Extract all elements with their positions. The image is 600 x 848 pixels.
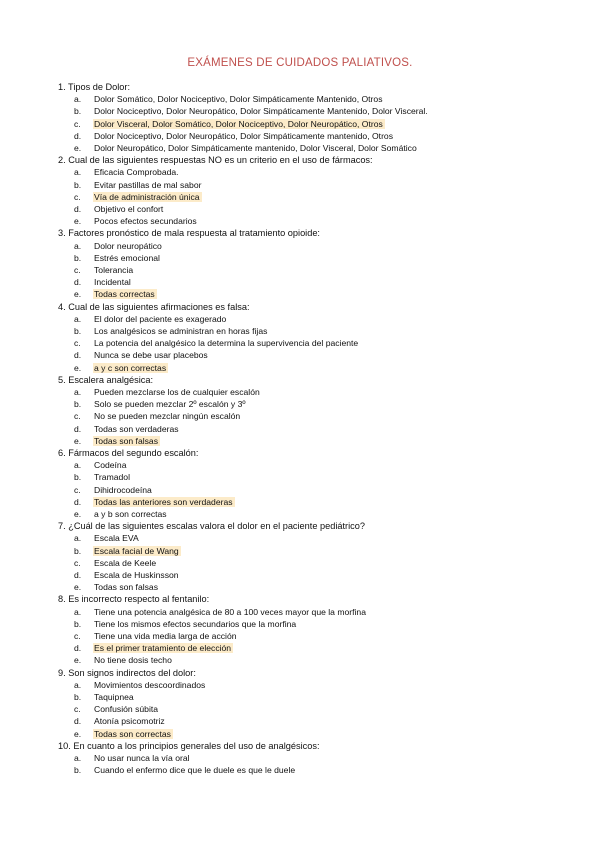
option-letter: a. [74, 753, 82, 763]
option-text: Todas son falsas [94, 582, 159, 593]
option-text: Nunca se debe usar placebos [94, 350, 208, 361]
question-5-option-a [74, 387, 262, 398]
option-text: Escala EVA [94, 533, 139, 544]
option-text-highlighted: Todas son falsas [94, 435, 159, 446]
option-text: Tiene los mismos efectos secundarios que la morfina [94, 618, 297, 629]
option-text-highlighted: Vía de administración única [94, 191, 200, 202]
question-3-option-c [74, 265, 135, 276]
question-3-option-b [74, 253, 162, 264]
question-2: 2. Cual de las siguientes respuestas NO es un criterio en el uso de fármacos: [58, 155, 373, 166]
option-letter: c. [74, 191, 81, 202]
option-letter: b. [74, 399, 82, 410]
question-4-option-b [74, 326, 269, 337]
option-text: Solo se pueden mezclar 2º escalón y 3º [94, 399, 246, 410]
option-text: Los analgésicos se administran en horas fijas [94, 326, 268, 336]
option-letter: b. [74, 106, 82, 117]
option-letter: e. [74, 216, 82, 227]
question-6-option-b [74, 472, 132, 483]
option-letter: d. [74, 643, 82, 654]
option-letter: d. [74, 716, 82, 727]
question-1-option-e [74, 143, 419, 154]
option-letter: e. [74, 655, 82, 666]
option-letter: c. [74, 338, 81, 349]
option-letter: a. [74, 240, 82, 251]
option-text-highlighted: Todas las anteriores son verdaderas [94, 496, 233, 507]
option-letter: b. [74, 692, 82, 702]
question-3-option-a [74, 241, 164, 252]
question-7-option-b [74, 546, 181, 557]
option-text-highlighted: Escala facial de Wang [94, 545, 179, 556]
option-letter: d. [74, 423, 82, 434]
option-letter: e. [74, 435, 82, 446]
question-4-option-e [74, 363, 168, 374]
option-text: Cuando el enfermo dice que le duele es que le duele [94, 765, 296, 776]
option-letter: a. [74, 533, 82, 544]
option-letter: a. [74, 679, 82, 690]
question-3: 3. Factores pronóstico de mala respuesta al tratamiento opioide: [58, 228, 320, 239]
option-text: Dolor Nociceptivo, Dolor Neuropático, Dolor Simpáticamente Mantenido, Dolor Visceral. [94, 106, 428, 117]
option-text: Dolor Neuropático, Dolor Simpáticamente mantenido, Dolor Visceral, Dolor Somático [94, 143, 417, 153]
question-8-option-c [74, 631, 239, 642]
question-8-option-e [74, 655, 174, 666]
option-text: Tiene una vida media larga de acción [94, 631, 237, 641]
question-9-option-c [74, 704, 160, 715]
option-text: Atonía psicomotriz [94, 716, 165, 727]
question-9-option-e [74, 729, 173, 740]
question-1: 1. Tipos de Dolor: [58, 82, 131, 92]
option-letter: c. [74, 411, 81, 422]
option-letter: d. [74, 204, 82, 214]
option-letter: c. [74, 557, 81, 568]
option-text: Todas son verdaderas [94, 423, 179, 434]
option-letter: b. [74, 472, 82, 483]
question-1-option-b [74, 106, 430, 117]
question-3-option-d [74, 277, 133, 288]
option-text-highlighted: Dolor Visceral, Dolor Somático, Dolor Nociceptivo, Dolor Neuropático, Otros [94, 118, 383, 129]
question-8: 8. Es incorrecto respecto al fentanilo: [58, 594, 210, 605]
question-4-option-a [74, 314, 228, 325]
option-text: Dihidrocodeína [94, 484, 152, 495]
option-text-highlighted: Todas correctas [94, 289, 155, 300]
question-9: 9. Son signos indirectos del dolor: [58, 667, 196, 678]
option-text-highlighted: a y c son correctas [94, 362, 167, 373]
question-4-option-c [74, 338, 360, 349]
question-4: 4. Cual de las siguientes afirmaciones es falsa: [58, 301, 250, 312]
question-9-option-a [74, 680, 207, 691]
option-text: Evitar pastillas de mal sabor [94, 179, 202, 190]
option-letter: b. [74, 252, 82, 263]
question-10-option-a [74, 753, 192, 764]
question-5: 5. Escalera analgésica: [58, 374, 153, 385]
option-letter: a. [74, 606, 82, 617]
option-text: Pocos efectos secundarios [94, 216, 197, 227]
question-6: 6. Fármacos del segundo escalón: [58, 448, 199, 458]
option-letter: d. [74, 496, 82, 507]
option-text: No se pueden mezclar ningún escalón [94, 411, 241, 422]
question-2-option-d [74, 204, 165, 215]
question-10-option-b [74, 765, 297, 776]
question-8-option-a [74, 607, 368, 618]
option-text: Dolor Nociceptivo, Dolor Neuropático, Dolor Simpáticamente mantenido, Otros [94, 130, 394, 141]
question-7-option-d [74, 570, 181, 581]
option-letter: c. [74, 631, 81, 641]
option-letter: b. [74, 326, 82, 336]
option-letter: b. [74, 765, 82, 776]
option-letter: d. [74, 570, 82, 580]
option-letter: e. [74, 509, 82, 519]
option-letter: e. [74, 143, 82, 153]
question-8-option-b [74, 619, 298, 630]
question-2-option-b [74, 180, 203, 191]
question-1-option-d [74, 131, 395, 142]
option-letter: a. [74, 387, 82, 397]
option-letter: d. [74, 277, 82, 288]
option-text: Eficacia Comprobada. [94, 167, 179, 178]
option-letter: b. [74, 618, 82, 629]
option-letter: e. [74, 362, 82, 373]
option-letter: d. [74, 350, 82, 361]
question-6-option-a [74, 460, 129, 471]
document-title: EXÁMENES DE CUIDADOS PALIATIVOS. [187, 57, 413, 69]
option-letter: d. [74, 130, 82, 141]
question-5-option-d [74, 424, 181, 435]
option-text: Dolor Somático, Dolor Nociceptivo, Dolor Simpáticamente Mantenido, Otros [94, 94, 383, 105]
option-text: Tramadol [94, 472, 130, 483]
option-text: No usar nunca la vía oral [94, 753, 190, 763]
option-text: Escala de Keele [94, 557, 157, 568]
option-letter: e. [74, 582, 82, 593]
option-letter: a. [74, 313, 82, 324]
question-3-option-e [74, 289, 157, 300]
option-text: Taquipnea [94, 692, 134, 702]
question-4-option-d [74, 350, 210, 361]
option-text-highlighted: Todas son correctas [94, 728, 171, 739]
question-2-option-e [74, 216, 199, 227]
option-letter: a. [74, 94, 82, 105]
option-text: Estrés emocional [94, 252, 160, 263]
option-letter: c. [74, 484, 81, 495]
option-letter: e. [74, 728, 82, 739]
question-10: 10. En cuanto a los principios generales del uso de analgésicos: [58, 740, 320, 751]
option-letter: a. [74, 460, 82, 471]
option-text-highlighted: Es el primer tratamiento de elección [94, 643, 232, 654]
question-9-option-b [74, 692, 136, 703]
question-8-option-d [74, 643, 233, 654]
question-9-option-d [74, 716, 167, 727]
option-text: Escala de Huskinsson [94, 570, 179, 580]
option-text: a y b son correctas [94, 509, 167, 519]
option-letter: c. [74, 704, 81, 715]
question-6-option-d [74, 497, 235, 508]
question-1-option-c [74, 119, 385, 130]
question-6-option-c [74, 485, 154, 496]
option-text: Confusión súbita [94, 704, 159, 715]
question-2-option-c [74, 192, 202, 203]
question-2-option-a [74, 167, 181, 178]
option-text: La potencia del analgésico la determina la supervivencia del paciente [94, 338, 359, 349]
option-letter: b. [74, 545, 82, 556]
option-text: Tiene una potencia analgésica de 80 a 100 veces mayor que la morfina [94, 606, 366, 617]
question-5-option-c [74, 411, 242, 422]
question-7-option-c [74, 558, 158, 569]
question-1-option-a [74, 94, 385, 105]
option-letter: b. [74, 179, 82, 190]
option-text: Codeína [94, 460, 127, 471]
option-text: Pueden mezclarse los de cualquier escalón [94, 387, 260, 397]
option-letter: c. [74, 265, 81, 275]
option-text: Objetivo el confort [94, 204, 164, 214]
option-text: Incidental [94, 277, 131, 288]
option-text: Dolor neuropático [94, 240, 162, 251]
option-letter: e. [74, 289, 82, 300]
option-text: Tolerancia [94, 265, 134, 275]
option-letter: a. [74, 167, 82, 178]
question-7: 7. ¿Cuál de las siguientes escalas valora el dolor en el paciente pediátrico? [58, 521, 365, 532]
question-5-option-e [74, 436, 160, 447]
option-text: El dolor del paciente es exagerado [94, 313, 227, 324]
option-letter: c. [74, 118, 81, 129]
option-text: Movimientos descoordinados [94, 679, 206, 690]
question-7-option-a [74, 533, 141, 544]
question-5-option-b [74, 399, 248, 410]
option-text: No tiene dosis techo [94, 655, 172, 666]
question-7-option-e [74, 582, 160, 593]
question-6-option-e [74, 509, 169, 520]
